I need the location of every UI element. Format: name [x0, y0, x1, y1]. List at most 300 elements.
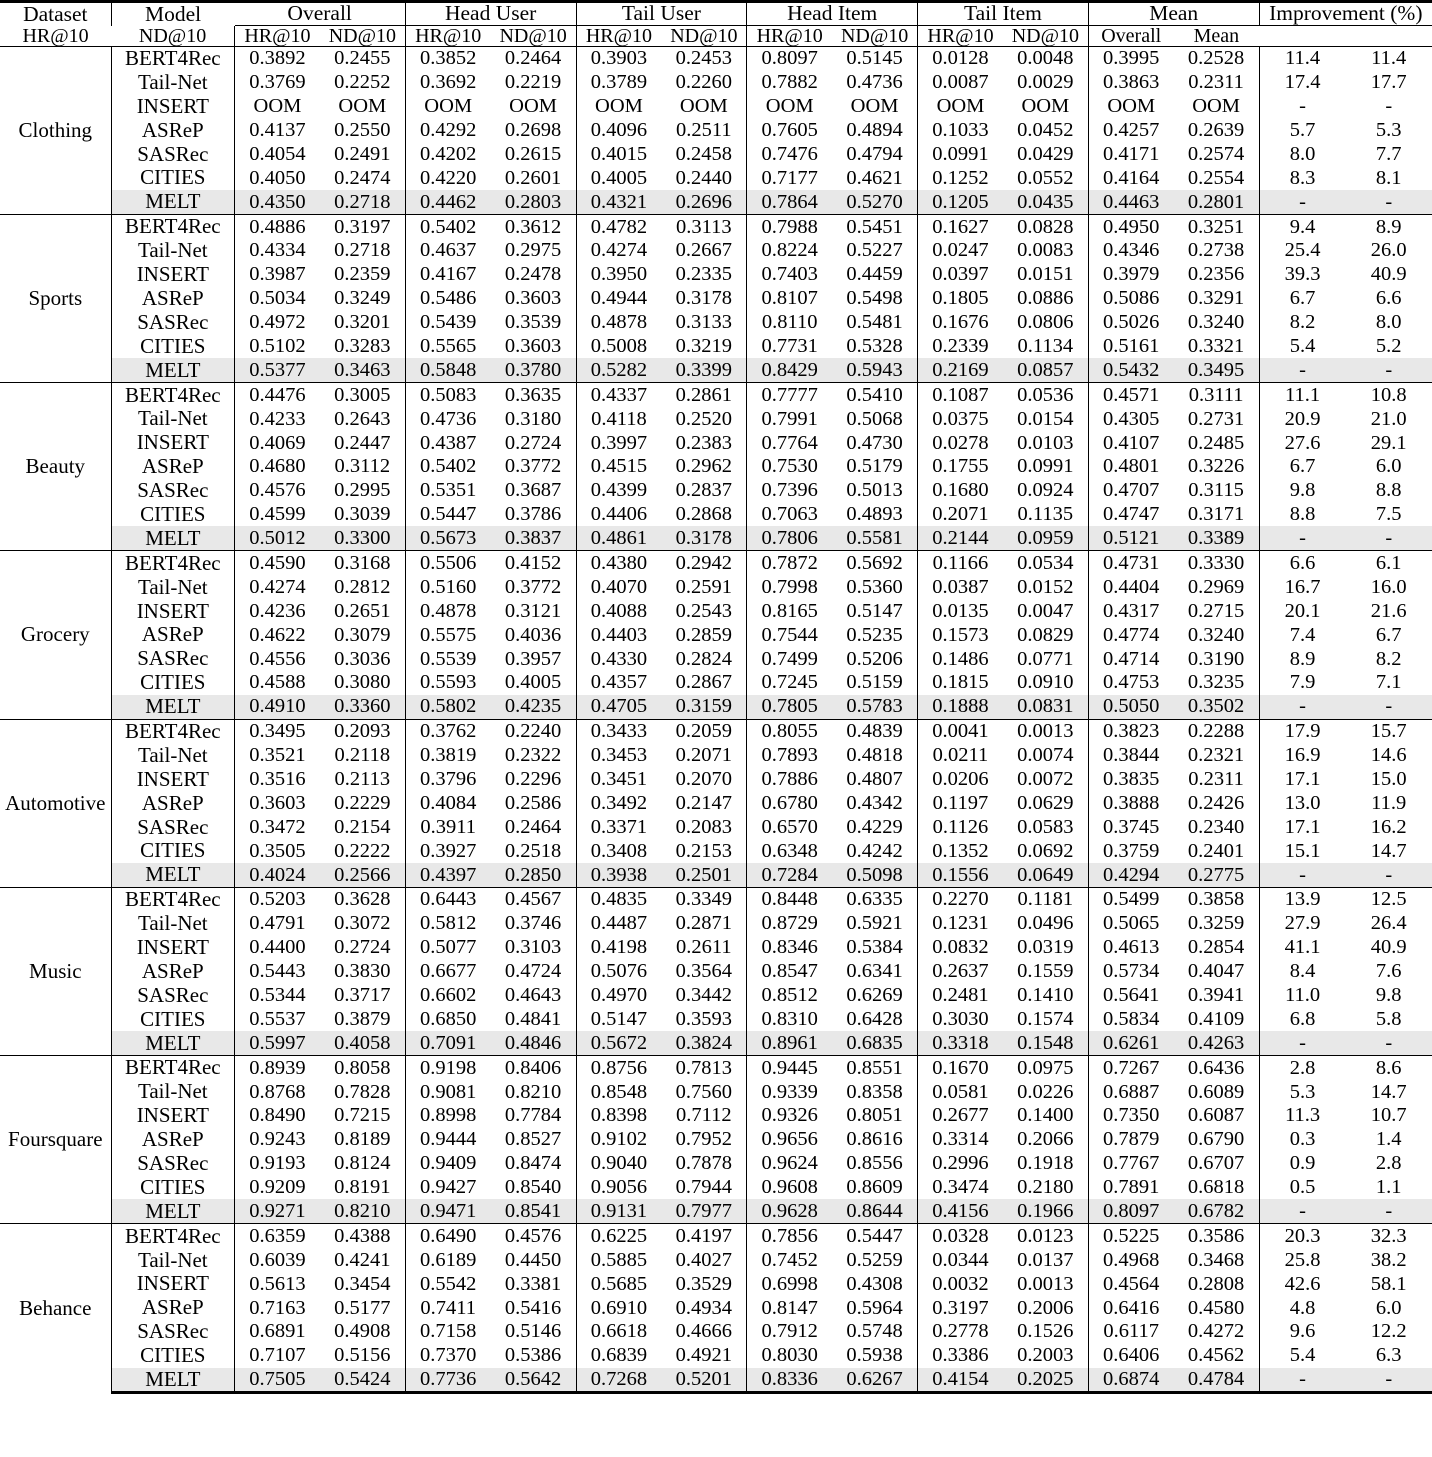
- metric-cell: 0.6261: [1088, 1031, 1173, 1055]
- model-name-cell: INSERT: [111, 1104, 234, 1128]
- metric-cell: 0.0857: [1003, 358, 1088, 382]
- table-row: [0, 551, 1432, 575]
- model-name-cell: INSERT: [111, 936, 234, 960]
- model-name-cell: Tail-Net: [111, 407, 234, 431]
- metric-cell: 0.5177: [334, 1296, 391, 1319]
- metric-cell: 0.4476: [235, 383, 320, 407]
- metric-cell: 0.3745: [1088, 815, 1173, 839]
- metric-cell: 0.6416: [1088, 1296, 1173, 1320]
- table-row: [0, 1344, 1432, 1368]
- metric-cell: 0.5206: [846, 647, 903, 670]
- metric-cell: 32.3: [1345, 1224, 1432, 1248]
- metric-cell: 0.3226: [1187, 455, 1245, 478]
- metric-cell: 20.1: [1259, 599, 1345, 623]
- metric-cell: 0.9628: [747, 1199, 832, 1223]
- metric-cell: 0.2401: [1187, 839, 1245, 862]
- metric-cell: 0.3180: [504, 407, 562, 430]
- metric-cell: 0.3251: [1174, 214, 1259, 238]
- table-row: [0, 1248, 1432, 1272]
- metric-cell: 0.0013: [1017, 1272, 1074, 1295]
- metric-cell: 0.7764: [747, 431, 832, 455]
- metric-cell: 0.2118: [334, 744, 391, 767]
- metric-cell: 0.4334: [235, 239, 320, 263]
- header-head-item-nd: ND@10: [670, 24, 738, 47]
- table-row: [0, 1272, 1432, 1296]
- metric-cell: 0.2643: [334, 407, 391, 430]
- metric-cell: 0.4556: [235, 647, 320, 671]
- metric-cell: 0.0128: [918, 46, 1003, 70]
- metric-cell: 0.2501: [661, 863, 746, 887]
- metric-cell: 0.8051: [846, 1104, 903, 1127]
- metric-cell: 0.4567: [491, 887, 576, 911]
- metric-cell: 0.5410: [832, 383, 917, 407]
- metric-cell: 6.7: [1259, 455, 1345, 479]
- metric-cell: 0.4346: [1088, 239, 1173, 263]
- metric-cell: 0.4580: [1187, 1296, 1245, 1319]
- metric-cell: 0.0375: [918, 407, 1003, 431]
- metric-cell: 0.4109: [1187, 1007, 1245, 1030]
- metric-cell: OOM: [747, 94, 832, 118]
- metric-cell: 0.2383: [675, 431, 733, 454]
- table-row: [0, 455, 1432, 479]
- metric-cell: 0.0886: [1017, 287, 1074, 310]
- metric-cell: 0.0975: [1003, 1056, 1088, 1080]
- metric-cell: 8.6: [1345, 1056, 1432, 1080]
- metric-cell: 0.4096: [576, 118, 661, 142]
- metric-cell: 0.0151: [1017, 263, 1074, 286]
- metric-cell: 8.9: [1259, 647, 1345, 671]
- metric-cell: 0.5026: [1088, 310, 1173, 334]
- table-row: [0, 1368, 1432, 1393]
- metric-cell: 0.7988: [747, 214, 832, 238]
- metric-cell: 0.3823: [1088, 719, 1173, 743]
- metric-cell: 0.2340: [1187, 815, 1245, 838]
- metric-cell: 5.3: [1259, 1080, 1345, 1104]
- metric-cell: 17.1: [1259, 815, 1345, 839]
- metric-cell: 0.2288: [1174, 719, 1259, 743]
- metric-cell: 0.3852: [405, 46, 490, 70]
- metric-cell: 0.4680: [235, 455, 320, 479]
- model-name-cell: SASRec: [111, 1152, 234, 1176]
- metric-cell: 0.5360: [846, 575, 903, 598]
- metric-cell: 0.7370: [405, 1344, 490, 1368]
- table-row: [0, 671, 1432, 695]
- metric-cell: 0.8210: [320, 1199, 405, 1223]
- metric-cell: 0.6189: [405, 1248, 490, 1272]
- metric-cell: 0.5848: [405, 358, 490, 382]
- metric-cell: 0.5581: [832, 526, 917, 550]
- metric-cell: 0.4054: [235, 142, 320, 166]
- metric-cell: 0.6490: [405, 1224, 490, 1248]
- metric-cell: 0.4399: [576, 479, 661, 503]
- metric-cell: 0.2491: [334, 142, 391, 165]
- metric-cell: 14.7: [1370, 839, 1407, 862]
- metric-cell: 0.4736: [846, 71, 903, 94]
- metric-cell: 0.0154: [1017, 407, 1074, 430]
- metric-cell: 0.6891: [235, 1320, 320, 1344]
- metric-cell: 17.9: [1259, 719, 1345, 743]
- metric-cell: 0.6225: [576, 1224, 661, 1248]
- metric-cell: 0.2322: [504, 744, 562, 767]
- metric-cell: 0.3789: [576, 70, 661, 94]
- metric-cell: 0.2942: [661, 551, 746, 575]
- metric-cell: 0.0534: [1003, 551, 1088, 575]
- metric-cell: 0.4724: [504, 960, 562, 983]
- metric-cell: 8.0: [1259, 142, 1345, 166]
- metric-cell: 0.3769: [235, 70, 320, 94]
- metric-cell: 0.3911: [405, 815, 490, 839]
- header-mean-nd: ND@10: [1011, 24, 1080, 47]
- metric-cell: 0.1548: [1003, 1031, 1088, 1055]
- metric-cell: 27.9: [1259, 912, 1345, 936]
- metric-cell: 0.7952: [675, 1128, 733, 1151]
- header-head-user-nd: ND@10: [328, 24, 396, 47]
- metric-cell: 0.3492: [576, 791, 661, 815]
- metric-cell: 0.2071: [918, 503, 1003, 527]
- metric-cell: 0.2311: [1188, 71, 1244, 94]
- metric-cell: 0.5377: [235, 358, 320, 382]
- metric-cell: 0.3903: [576, 46, 661, 70]
- metric-cell: 0.1087: [918, 383, 1003, 407]
- model-name-cell: INSERT: [111, 263, 234, 287]
- metric-cell: 0.4272: [1187, 1320, 1245, 1343]
- metric-cell: OOM: [405, 94, 490, 118]
- model-name-cell: Tail-Net: [111, 239, 234, 263]
- metric-cell: 2.8: [1259, 1056, 1345, 1080]
- header-tail-item-nd: ND@10: [840, 24, 909, 47]
- metric-cell: 0.3879: [334, 1007, 391, 1030]
- metric-cell: 0.2803: [491, 190, 576, 214]
- metric-cell: 0.6707: [1187, 1152, 1245, 1175]
- metric-cell: 0.2093: [320, 719, 405, 743]
- model-name-cell: BERT4Rec: [111, 383, 234, 407]
- metric-cell: 0.5065: [1088, 912, 1173, 936]
- metric-cell: 0.2474: [334, 166, 391, 189]
- metric-cell: 0.6602: [405, 983, 490, 1007]
- metric-cell: 0.4397: [405, 863, 490, 887]
- metric-cell: 0.5146: [504, 1320, 562, 1343]
- metric-cell: 0.3171: [1187, 503, 1245, 526]
- header-group-head-item: Head Item: [747, 2, 918, 25]
- metric-cell: 0.3463: [320, 358, 405, 382]
- model-name-cell: INSERT: [111, 94, 234, 118]
- metric-cell: 0.2554: [1187, 166, 1245, 189]
- metric-cell: 15.0: [1370, 768, 1407, 790]
- metric-cell: 8.2: [1375, 647, 1402, 670]
- metric-cell: 0.4005: [576, 166, 661, 190]
- metric-cell: 0.0048: [1003, 46, 1088, 70]
- metric-cell: 0.4403: [576, 623, 661, 647]
- metric-cell: 0.8768: [235, 1080, 320, 1104]
- metric-cell: 0.8756: [576, 1056, 661, 1080]
- metric-cell: 9.4: [1259, 214, 1345, 238]
- metric-cell: 8.8: [1259, 503, 1345, 527]
- metric-cell: 0.7350: [1088, 1104, 1173, 1128]
- table-row: [0, 94, 1432, 118]
- model-name-cell: INSERT: [111, 599, 234, 623]
- metric-cell: 0.3197: [320, 214, 405, 238]
- metric-cell: 0.0083: [1017, 239, 1074, 262]
- metric-cell: 0.5235: [846, 623, 903, 646]
- metric-cell: 0.9427: [405, 1175, 490, 1199]
- metric-cell: 0.3249: [334, 287, 391, 310]
- metric-cell: 0.5593: [405, 671, 490, 695]
- metric-cell: 0.0910: [1017, 671, 1074, 694]
- metric-cell: 0.4839: [832, 719, 917, 743]
- table-row: [0, 287, 1432, 311]
- metric-cell: 0.2006: [1017, 1296, 1074, 1319]
- metric-cell: 7.5: [1375, 503, 1402, 526]
- header-group-row: [0, 2, 1432, 25]
- metric-cell: 0.3863: [1088, 70, 1173, 94]
- metric-cell: 0.2861: [661, 383, 746, 407]
- metric-cell: 0.7872: [747, 551, 832, 575]
- metric-cell: 0.4910: [235, 695, 320, 719]
- metric-cell: 0.2113: [334, 768, 391, 790]
- metric-cell: 0.5685: [576, 1272, 661, 1296]
- header-dataset: Dataset: [0, 2, 111, 26]
- metric-cell: 0.2867: [675, 671, 733, 694]
- dataset-name-cell: Foursquare: [0, 1056, 111, 1224]
- metric-cell: OOM: [850, 95, 899, 118]
- metric-cell: 0.1627: [918, 214, 1003, 238]
- metric-cell: 0.5050: [1088, 695, 1173, 719]
- metric-cell: 0.5642: [491, 1368, 576, 1393]
- metric-cell: 0.3819: [405, 743, 490, 767]
- metric-cell: -: [1345, 1031, 1432, 1055]
- metric-cell: 0.5997: [235, 1031, 320, 1055]
- metric-cell: 39.3: [1259, 263, 1345, 287]
- metric-cell: 0.2071: [675, 744, 733, 767]
- table-body: [0, 46, 1432, 1393]
- metric-cell: 0.7215: [334, 1104, 391, 1127]
- metric-cell: 0.5921: [846, 912, 903, 935]
- metric-cell: 0.5121: [1088, 526, 1173, 550]
- metric-cell: 0.0152: [1017, 575, 1074, 598]
- table-row: [0, 190, 1432, 214]
- metric-cell: 0.5012: [235, 526, 320, 550]
- metric-cell: 0.4588: [235, 671, 320, 695]
- metric-cell: 0.1205: [918, 190, 1003, 214]
- metric-cell: 0.7107: [235, 1344, 320, 1368]
- table-row: [0, 1152, 1432, 1176]
- metric-cell: 20.3: [1259, 1224, 1345, 1248]
- metric-cell: 0.7806: [747, 526, 832, 550]
- header-group-tail-item: Tail Item: [918, 2, 1089, 25]
- model-name-cell: SASRec: [111, 647, 234, 671]
- metric-cell: 0.7879: [1088, 1128, 1173, 1152]
- metric-cell: 2.8: [1375, 1152, 1402, 1175]
- metric-cell: 0.5077: [405, 936, 490, 960]
- metric-cell: 21.0: [1370, 407, 1407, 430]
- metric-cell: 0.0832: [918, 936, 1003, 960]
- table-row: [0, 743, 1432, 767]
- metric-cell: 0.4137: [235, 118, 320, 142]
- metric-cell: 0.3844: [1088, 743, 1173, 767]
- metric-cell: 14.7: [1370, 1080, 1407, 1103]
- metric-cell: 0.3941: [1187, 984, 1245, 1007]
- metric-cell: 0.3197: [918, 1296, 1003, 1320]
- metric-cell: 0.6087: [1187, 1104, 1245, 1127]
- metric-cell: 0.7893: [747, 743, 832, 767]
- metric-cell: 0.3451: [576, 767, 661, 791]
- metric-cell: 0.7813: [661, 1056, 746, 1080]
- metric-cell: 0.7784: [504, 1104, 562, 1127]
- metric-cell: 25.4: [1259, 239, 1345, 263]
- metric-cell: 0.0072: [1017, 768, 1074, 790]
- metric-cell: 0.5447: [832, 1224, 917, 1248]
- metric-cell: 0.6117: [1088, 1320, 1173, 1344]
- model-name-cell: MELT: [111, 1031, 234, 1055]
- metric-cell: 0.7777: [747, 383, 832, 407]
- metric-cell: 0.2574: [1187, 142, 1245, 165]
- model-name-cell: SASRec: [111, 479, 234, 503]
- metric-cell: 0.6436: [1174, 1056, 1259, 1080]
- metric-cell: 0.3957: [504, 647, 562, 670]
- metric-cell: 0.4968: [1088, 1248, 1173, 1272]
- metric-cell: 0.4807: [846, 768, 903, 790]
- metric-cell: 0.6780: [747, 791, 832, 815]
- table-row: [0, 358, 1432, 382]
- header-group-improvement: Improvement (%): [1259, 2, 1432, 25]
- model-name-cell: SASRec: [111, 1320, 234, 1344]
- table-row: [0, 647, 1432, 671]
- metric-cell: 0.4198: [576, 936, 661, 960]
- metric-cell: 0.5486: [405, 287, 490, 311]
- metric-cell: 0.1033: [918, 118, 1003, 142]
- metric-cell: 40.9: [1370, 936, 1407, 959]
- metric-cell: 0.2260: [675, 71, 733, 94]
- metric-cell: 0.9326: [747, 1104, 832, 1128]
- metric-cell: 0.2724: [504, 431, 562, 454]
- metric-cell: 0.3219: [675, 334, 733, 357]
- metric-cell: 0.4747: [1088, 503, 1173, 527]
- metric-cell: 0.3283: [334, 334, 391, 357]
- metric-cell: 0.3408: [576, 839, 661, 863]
- header-head-user-hr: HR@10: [235, 26, 320, 47]
- metric-cell: 0.4462: [405, 190, 490, 214]
- metric-cell: 0.7998: [747, 575, 832, 599]
- metric-cell: 0.2458: [675, 142, 733, 165]
- metric-cell: 0.3235: [1187, 671, 1245, 694]
- metric-cell: 17.4: [1259, 70, 1345, 94]
- metric-cell: 0.3495: [235, 719, 320, 743]
- metric-cell: 38.2: [1370, 1248, 1407, 1271]
- metric-cell: 0.1573: [918, 623, 1003, 647]
- dataset-name-cell: Music: [0, 887, 111, 1055]
- metric-cell: 0.2464: [491, 46, 576, 70]
- metric-cell: 0.5159: [846, 671, 903, 694]
- metric-cell: 0.4406: [576, 503, 661, 527]
- metric-cell: 0.4229: [846, 815, 903, 838]
- metric-cell: 0.7403: [747, 263, 832, 287]
- metric-cell: 0.1559: [1017, 960, 1074, 983]
- metric-cell: 15.1: [1259, 839, 1345, 863]
- metric-cell: 0.3635: [491, 383, 576, 407]
- metric-cell: 0.0074: [1017, 744, 1074, 767]
- metric-cell: 0.4171: [1088, 142, 1173, 166]
- metric-cell: 7.6: [1375, 960, 1402, 983]
- metric-cell: 6.0: [1375, 1296, 1402, 1319]
- metric-cell: 0.7177: [747, 166, 832, 190]
- metric-cell: 0.2731: [1187, 407, 1245, 430]
- metric-cell: 0.5424: [320, 1368, 405, 1393]
- metric-cell: 41.1: [1259, 936, 1345, 960]
- metric-cell: 14.6: [1370, 744, 1407, 767]
- metric-cell: 0.6428: [846, 1007, 903, 1030]
- metric-cell: 0.3858: [1174, 887, 1259, 911]
- metric-cell: 0.9102: [576, 1128, 661, 1152]
- metric-cell: 0.4950: [1088, 214, 1173, 238]
- metric-cell: 0.2718: [320, 190, 405, 214]
- metric-cell: -: [1259, 190, 1345, 214]
- metric-cell: -: [1345, 695, 1432, 719]
- table-row: [0, 1056, 1432, 1080]
- metric-cell: 0.6818: [1187, 1176, 1245, 1199]
- metric-cell: 0.0496: [1017, 912, 1074, 935]
- metric-cell: 0.8490: [235, 1104, 320, 1128]
- metric-cell: 0.4235: [491, 695, 576, 719]
- metric-cell: 0.4878: [405, 599, 490, 623]
- metric-cell: 0.6677: [405, 959, 490, 983]
- metric-cell: 0.9445: [747, 1056, 832, 1080]
- metric-cell: 0.2511: [676, 118, 732, 141]
- metric-cell: 0.2801: [1174, 190, 1259, 214]
- metric-cell: 0.3360: [320, 695, 405, 719]
- metric-cell: 0.5201: [661, 1368, 746, 1393]
- model-name-cell: CITIES: [111, 1007, 234, 1031]
- metric-cell: 0.1805: [918, 287, 1003, 311]
- metric-cell: 9.8: [1375, 984, 1402, 1007]
- metric-cell: 0.0041: [918, 719, 1003, 743]
- metric-cell: 0.4027: [675, 1248, 733, 1271]
- metric-cell: 0.3987: [235, 263, 320, 287]
- metric-cell: 0.4202: [405, 142, 490, 166]
- metric-cell: 0.2824: [675, 647, 733, 670]
- metric-cell: 0.0135: [918, 599, 1003, 623]
- metric-cell: 0.3927: [405, 839, 490, 863]
- metric-cell: 7.1: [1375, 671, 1402, 694]
- metric-cell: 0.8406: [491, 1056, 576, 1080]
- metric-cell: 0.4707: [1088, 479, 1173, 503]
- metric-cell: 0.9131: [576, 1199, 661, 1223]
- metric-cell: 0.3454: [334, 1272, 391, 1295]
- metric-cell: 0.8548: [576, 1080, 661, 1104]
- model-name-cell: MELT: [111, 695, 234, 719]
- model-name-cell: BERT4Rec: [111, 719, 234, 743]
- metric-cell: 0.0047: [1017, 599, 1074, 622]
- metric-cell: 8.9: [1345, 214, 1432, 238]
- metric-cell: 0.2485: [1187, 431, 1245, 454]
- metric-cell: 0.1134: [1017, 334, 1074, 357]
- header-head-item-hr: HR@10: [576, 26, 661, 47]
- metric-cell: 0.4599: [235, 503, 320, 527]
- metric-cell: 0.5542: [405, 1272, 490, 1296]
- metric-cell: 0.2222: [334, 839, 391, 862]
- metric-cell: 0.0435: [1003, 190, 1088, 214]
- metric-cell: 0.7245: [747, 671, 832, 695]
- metric-cell: 0.4731: [1088, 551, 1173, 575]
- metric-cell: 0.3259: [1187, 912, 1245, 935]
- metric-cell: 0.5834: [1088, 1007, 1173, 1031]
- metric-cell: 0.4404: [1088, 575, 1173, 599]
- metric-cell: 0.4621: [846, 166, 903, 189]
- metric-cell: 0.8346: [747, 936, 832, 960]
- metric-cell: 0.0344: [918, 1248, 1003, 1272]
- metric-cell: -: [1259, 94, 1345, 118]
- metric-cell: 0.3997: [576, 431, 661, 455]
- metric-cell: 0.5147: [846, 599, 903, 622]
